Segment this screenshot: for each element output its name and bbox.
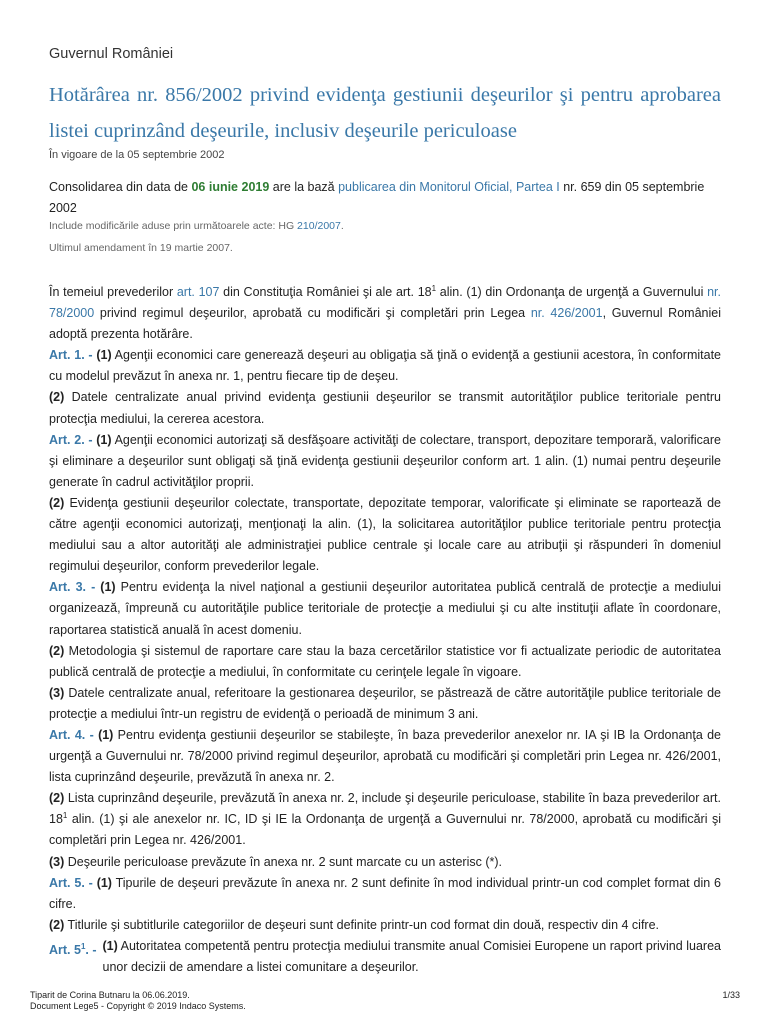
article-3-label[interactable]: Art. 3. -: [49, 580, 96, 595]
article-2-label[interactable]: Art. 2. -: [49, 432, 93, 447]
article-1-para-2: (2) Datele centralizate anual privind evidenţa gestiunii deşeurilor se transmit autorităţilor publice teritoriale pentru protecţia mediului, la cererea acestora.: [49, 390, 721, 426]
article-4-para-3: (3) Deşeurile periculoase prevăzute în anexa nr. 2 sunt marcate cu un asterisc (*).: [49, 854, 503, 869]
article-5-label[interactable]: Art. 5. -: [49, 875, 93, 890]
lege-426-2001-link[interactable]: nr. 426/2001: [530, 306, 603, 321]
last-amendment: Ultimul amendament în 19 martie 2007.: [49, 242, 233, 254]
printed-by: Tiparit de Corina Butnaru la 06.06.2019.: [30, 990, 190, 1000]
article-4-label[interactable]: Art. 4. -: [49, 727, 94, 742]
article-4-para-2: (2) Lista cuprinzând deşeurile, prevăzută în anexa nr. 2, include şi deşeurile periculoase, stabilite în baza prevederilor art. $18^1$ alin. (1) şi ale anexelor nr. IC, ID şi IE la Ordonanţa de urgenţă a Guvernului nr. 78/2000, aprobată cu modificări şi completări prin Legea nr. 426/2001.: [49, 791, 721, 848]
monitor-oficial-link[interactable]: publicarea din Monitorul Oficial, Partea I: [338, 180, 560, 194]
article-2-para-1: Art. 2. - (1) Agenţii economici autorizaţi să desfăşoare activităţi de colectare, transport, depozitare temporară, valorificare şi eliminare a deşeurilor sunt obligaţi să ţină evidenţa gestiunii deşeurilor conform art. 1 alin. (1) numai pentru deşeurile generate în cadrul activităţilor proprii.: [49, 432, 721, 489]
article-3-para-2: (2) Metodologia şi sistemul de raportare care stau la baza cercetărilor statistice vor fi actualizate periodic de autoritatea publică centrală de protecţie a mediului, în conformitate cu cerinţele legale în vigoare.: [49, 643, 721, 679]
article-2-para-2: (2) Evidenţa gestiunii deşeurilor colectate, transportate, depozitate temporar, valorificate şi eliminate se raportează de către agenţii economici autorizaţi, menţionaţi la alin. (1), la solicitarea autorităţilor publice teritoriale pentru protecţia mediului sau a altor autorităţi ale administraţiei publice centrale şi locale care au atribuţii şi răspunderi în domeniul regimului deşeurilor, conform prevederilor legale.: [49, 495, 721, 574]
article-3-para-1: Art. 3. - (1) Pentru evidenţa la nivel naţional a gestiunii deşeurilor autoritatea publică centrală de protecţie a mediului organizează, împreună cu autorităţile publice teritoriale de protecţie a mediului şi cu alte instituţii aflate în coordonare, raportarea statistică anuală în acest domeniu.: [49, 580, 721, 637]
article-5-para-2: (2) Titlurile şi subtitlurile categoriilor de deşeuri sunt definite printr-un cod format din două, respectiv din 4 cifre.: [49, 917, 660, 932]
article-5-1: [49, 936, 721, 978]
modifications-note: Include modificările aduse prin următoarele acte: HG 210/2007.: [49, 220, 344, 232]
article-3-para-3: (3) Datele centralizate anual, referitoare la gestionarea deşeurilor, se păstrează de către autorităţile publice teritoriale de protecţie a mediului într-un registru de evidenţă o perioadă de minimum 3 ani.: [49, 685, 721, 721]
page-footer: [30, 990, 740, 1012]
document-title: Hotărârea nr. 856/2002 privind evidenţa gestiunii deşeurilor şi pentru aprobarea listei cuprinzând deşeurile, inclusiv deşeurile periculoase: [49, 84, 721, 142]
article-5-1-para-1: (1) Autoritatea competentă pentru protecţia mediului transmite anual Comisiei Europene un raport privind luarea unor decizii de amendare a listei comunitare a deşeurilor.: [102, 938, 721, 974]
art-107-link[interactable]: art. 107: [176, 285, 220, 299]
consolidation-date: 06 iunie 2019: [191, 180, 270, 194]
in-force-date: În vigoare de la 05 septembrie 2002: [49, 149, 225, 161]
article-1-para-1: Art. 1. - (1) Agenţii economici care generează deşeuri au obligaţia să ţină o evidenţă a gestiunii acestora, în conformitate cu modelul prevăzut în anexa nr. 1, pentru fiecare tip de deşeu.: [49, 348, 721, 384]
article-5-1-label[interactable]: Art. $5^1$. -: [49, 941, 97, 957]
oug-78-2000-link[interactable]: nr. 78/2000: [49, 285, 721, 321]
document-body: [49, 282, 721, 978]
page-number: 1/33: [722, 990, 740, 1000]
article-1-label[interactable]: Art. 1. -: [49, 348, 93, 363]
preamble: În temeiul prevederilor art. 107 din Constituţia României şi ale art. $18^1$ alin. (1) din Ordonanţa de urgenţă a Guvernului nr. 78/2000 privind regimul deşeurilor, aprobată cu modificări şi completări prin Legea nr. 426/2001, Guvernul României adoptă prezenta hotărâre.: [49, 283, 721, 342]
issuer: Guvernul României: [49, 46, 174, 62]
hg-210-2007-link[interactable]: 210/2007: [297, 220, 341, 232]
consolidation-info: Consolidarea din data de 06 iunie 2019 are la bază publicarea din Monitorul Oficial, Partea I nr. 659 din 05 septembrie 2002: [49, 180, 705, 215]
article-4-para-1: Art. 4. - (1) Pentru evidenţa gestiunii deşeurilor se stabileşte, în baza prevederilor anexelor nr. IA şi IB la Ordonanţa de urgenţă a Guvernului nr. 78/2000 privind regimul deşeurilor, aprobată cu modificări şi completări prin Legea nr. 426/2001, lista cuprinzând deşeurile, prevăzută în anexa nr. 2.: [49, 727, 721, 785]
copyright: Document Lege5 - Copyright © 2019 Indaco Systems.: [30, 1001, 246, 1011]
article-5-para-1: Art. 5. - (1) Tipurile de deşeuri prevăzute în anexa nr. 2 sunt definite în mod individual printr-un cod complet format din 6 cifre.: [49, 875, 721, 911]
